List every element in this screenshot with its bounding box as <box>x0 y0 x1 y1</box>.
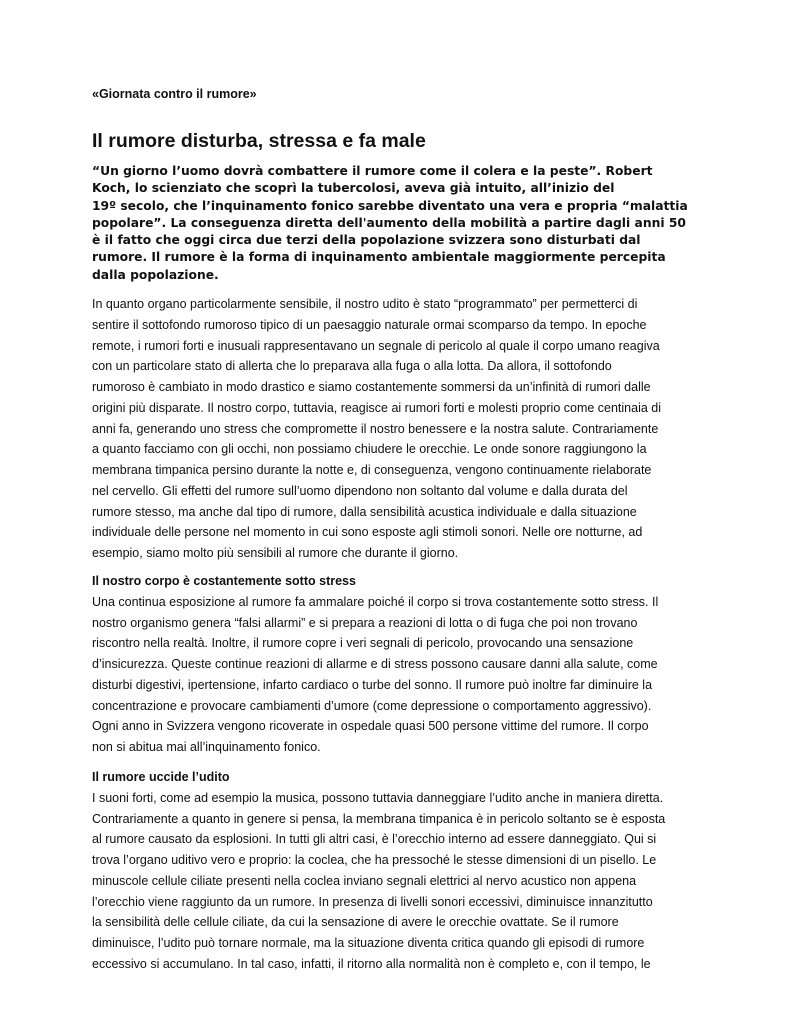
text-line: Contrariamente a quanto in genere si pensa, la membrana timpanica è in pericolo soltanto se è esposta <box>92 811 666 826</box>
text-line: riscontro nella realtà. Inoltre, il rumore copre i veri segnali di pericolo, provocando una sensazione <box>92 636 634 651</box>
text-line: disturbi digestivi, ipertensione, infarto cardiaco o turbe del sonno. Il rumore può inoltre far diminuire la <box>92 677 653 692</box>
text-line: diminuisce, l’udito può tornare normale, ma la situazione diventa critica quando gli episodi di rumore <box>92 936 645 950</box>
text-line: rumoroso è cambiato in modo drastico e siamo costantemente sommersi da un’infinità di rumori dalle <box>92 380 651 394</box>
text-line: non si abitua mai all’inquinamento fonico. <box>92 740 321 754</box>
text-line: a quanto facciamo con gli occhi, non possiamo chiudere le orecchie. Le onde sonore raggiungono la <box>92 442 647 457</box>
lead-paragraph <box>92 163 692 284</box>
text-line: d’insicurezza. Queste continue reazioni di allarme e di stress possono causare danni alla salute, come <box>92 657 658 671</box>
text-line: esempio, siamo molto più sensibili al rumore che durante il giorno. <box>92 546 459 560</box>
text-line: remote, i rumori forti e inusuali rappresentavano un segnale di pericolo al quale il corpo umano reagiva <box>92 338 660 353</box>
text-line: sentire il sottofondo rumoroso tipico di un paesaggio naturale ormai scomparso da tempo. In epoche <box>92 317 647 332</box>
text-line: Una continua esposizione al rumore fa ammalare poiché il corpo si trova costantemente sotto stress. Il <box>92 594 659 609</box>
kicker: «Giornata contro il rumore» <box>92 87 257 101</box>
text-line: nostro organismo genera “falsi allarmi” e si prepara a reazioni di lotta o di fuga che poi non trovano <box>92 615 638 630</box>
article-title: Il rumore disturba, stressa e fa male <box>92 130 426 152</box>
lead-line: popolare”. La conseguenza diretta dell'aumento della mobilità a partire dagli anni 50 <box>92 215 686 230</box>
text-line: membrana timpanica persino durante la notte e, di conseguenza, vengono continuamente rielaborate <box>92 463 652 477</box>
section-heading: Il rumore uccide l’udito <box>92 770 230 784</box>
lead-line: Koch, lo scienziato che scoprì la tubercolosi, aveva già intuito, all’inizio del <box>92 181 615 196</box>
text-line: con un particolare stato di allerta che lo preparava alla fuga o alla lotta. Da allora, il sottofondo <box>92 359 612 374</box>
lead-line: dalla popolazione. <box>92 267 219 282</box>
body-section-stress <box>92 571 692 758</box>
text-line: individuale delle persone nel momento in cui sono esposte agli stimoli sonori. Nelle ore notturne, ad <box>92 525 643 540</box>
text-line: In quanto organo particolarmente sensibile, il nostro udito è stato “programmato” per permetterci di <box>92 297 638 311</box>
text-line: anni fa, generando uno stress che compromette il nostro benessere e la nostra salute. Contrariamente <box>92 421 659 436</box>
text-line: trova l’organo uditivo vero e proprio: la coclea, che ha pressoché le stesse dimensioni di un pisello. Le <box>92 853 657 867</box>
section-heading: Il nostro corpo è costantemente sotto stress <box>92 574 356 588</box>
text-line: I suoni forti, come ad esempio la musica, possono tuttavia danneggiare l’udito anche in maniera diretta. <box>92 790 664 805</box>
lead-line: “Un giorno l’uomo dovrà combattere il rumore come il colera e la peste”. Robert <box>92 164 653 178</box>
lead-line: rumore. Il rumore è la forma di inquinamento ambientale maggiormente percepita <box>92 250 666 265</box>
text-line: al rumore causato da esplosioni. In tutti gli altri casi, è l’orecchio interno ad essere danneggiato. Qui si <box>92 832 657 847</box>
text-line: l’orecchio viene raggiunto da un rumore. In presenza di livelli sonori eccessivi, diminuisce innanzitutto <box>92 894 653 909</box>
text-line: minuscole cellule ciliate presenti nella coclea inviano segnali elettrici al nervo acustico non appena <box>92 873 637 888</box>
lead-line: 19º secolo, che l’inquinamento fonico sarebbe diventato una vera e propria “malattia <box>92 198 688 213</box>
body-paragraph-intro <box>92 294 692 564</box>
text-line: eccessivo si accumulano. In tal caso, infatti, il ritorno alla normalità non è completo e, con il tempo, le <box>92 956 651 971</box>
text-line: rumore stesso, ma anche dal tipo di rumore, dalla sensibilità acustica individuale e dalla situazione <box>92 504 637 519</box>
body-section-hearing <box>92 767 692 975</box>
text-line: la sensibilità delle cellule ciliate, da cui la sensazione di avere le orecchie ovattate. Se il rumore <box>92 915 619 930</box>
text-line: Ogni anno in Svizzera vengono ricoverate in ospedale quasi 500 persone vittime del rumore. Il corpo <box>92 719 649 734</box>
text-line: origini più disparate. Il nostro corpo, tuttavia, reagisce ai rumori forti e molesti proprio come centinaia di <box>92 400 662 415</box>
lead-line: è il fatto che oggi circa due terzi della popolazione svizzera sono disturbati dal <box>92 233 641 248</box>
text-line: concentrazione e provocare cambiamenti d’umore (come depressione o comportamento aggressivo). <box>92 698 652 713</box>
text-line: nel cervello. Gli effetti del rumore sull’uomo dipendono non soltanto dal volume e dalla durata del <box>92 483 628 498</box>
